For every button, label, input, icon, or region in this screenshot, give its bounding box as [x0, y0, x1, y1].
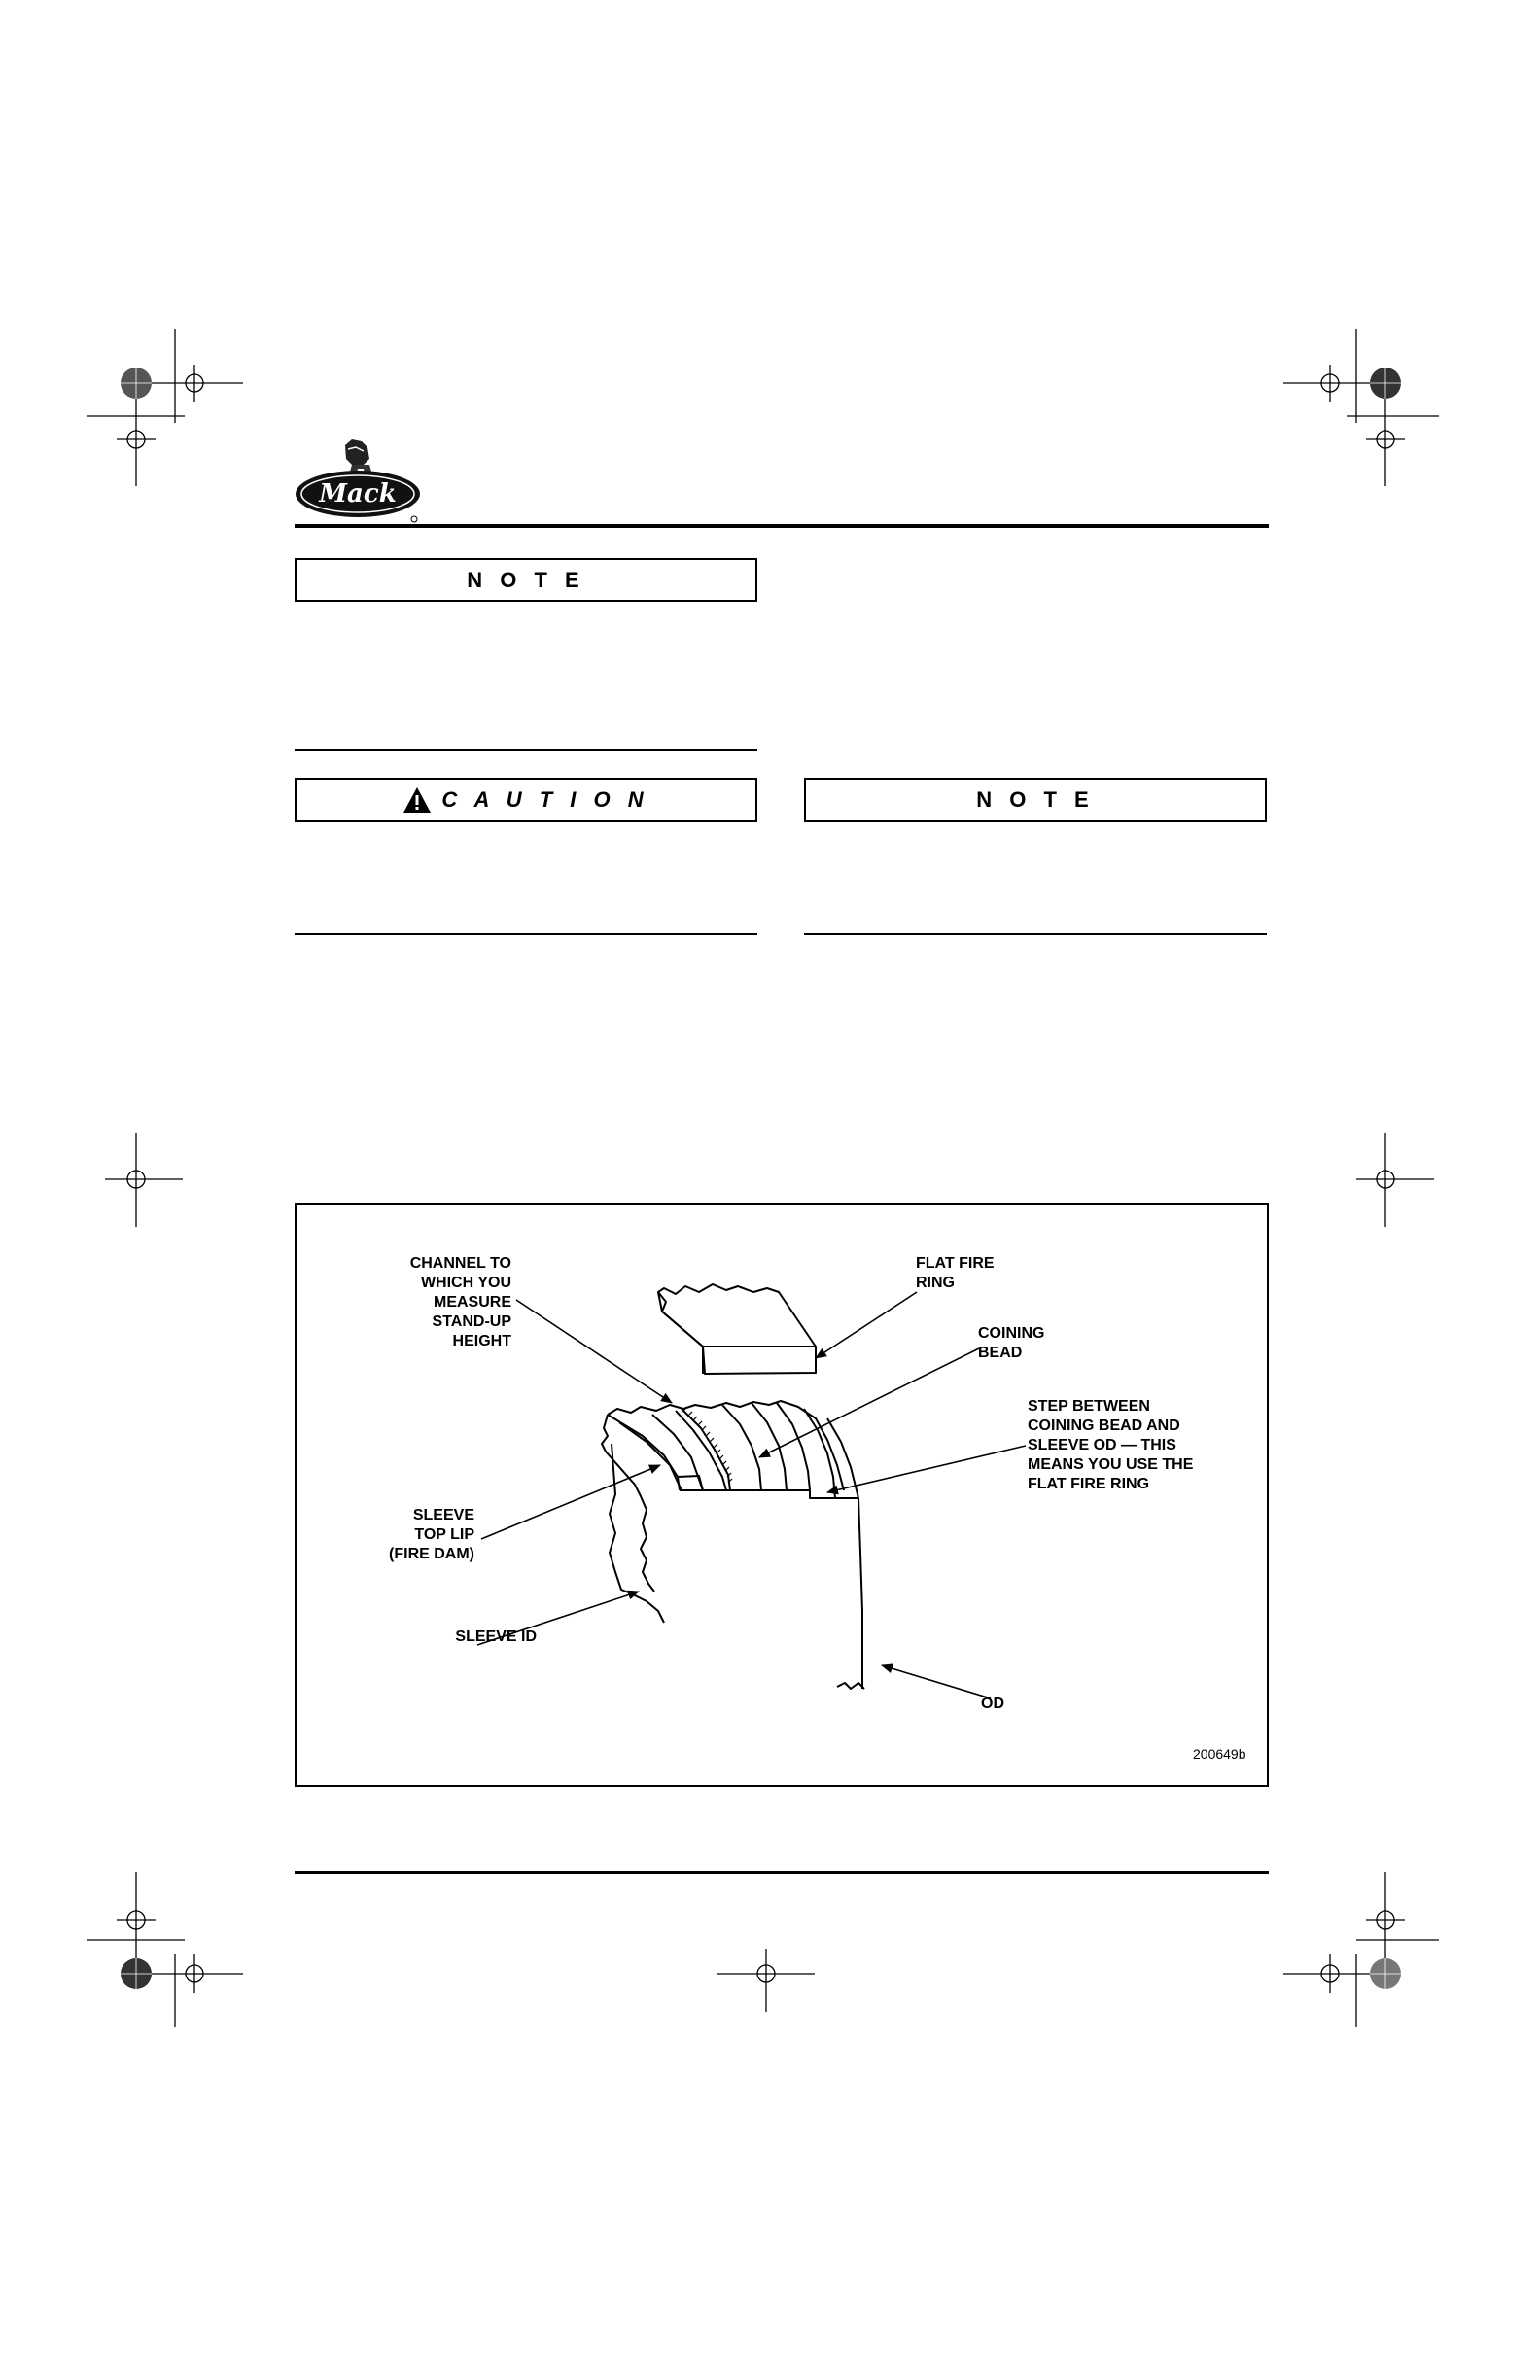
label-channel: CHANNEL TO WHICH YOU MEASURE STAND-UP HEIGHT: [409, 1255, 511, 1349]
leader-channel: [516, 1300, 672, 1403]
label-flat-fire-ring: FLAT FIRE RING: [916, 1255, 995, 1291]
note-label: N O T E: [467, 567, 585, 592]
leader-od: [882, 1665, 991, 1698]
header-rule: [295, 524, 1269, 528]
leader-step: [827, 1446, 1026, 1492]
leader-top-lip: [481, 1465, 660, 1539]
label-od: OD: [981, 1696, 1004, 1712]
note-box-right: [804, 778, 1267, 822]
label-step: STEP BETWEEN COINING BEAD AND SLEEVE OD — THIS MEANS YOU USE THE FLAT FIRE RING: [1028, 1398, 1194, 1492]
footer-rule: [295, 1871, 1269, 1874]
note-box-left: [295, 558, 757, 602]
leader-flat-fire-ring: [816, 1292, 917, 1358]
note-end-rule-right: [804, 933, 1267, 935]
flat-fire-ring-shape: [658, 1284, 816, 1374]
bulldog-logo-icon: [292, 438, 428, 525]
figure-id: 200649b: [1193, 1746, 1246, 1762]
caution-end-rule: [295, 933, 757, 935]
label-sleeve-id: SLEEVE ID: [455, 1628, 537, 1645]
label-coining-bead: COINING BEAD: [978, 1325, 1045, 1361]
note-label: N O T E: [976, 787, 1095, 812]
label-top-lip: SLEEVE TOP LIP (FIRE DAM): [389, 1507, 474, 1562]
warning-triangle-icon: [402, 787, 432, 814]
caution-box: [295, 778, 757, 822]
header-logo: [292, 438, 428, 525]
svg-text:Mack: Mack: [319, 479, 397, 508]
caution-label: C A U T I O N: [441, 787, 649, 812]
note-end-rule-left: [295, 749, 757, 751]
